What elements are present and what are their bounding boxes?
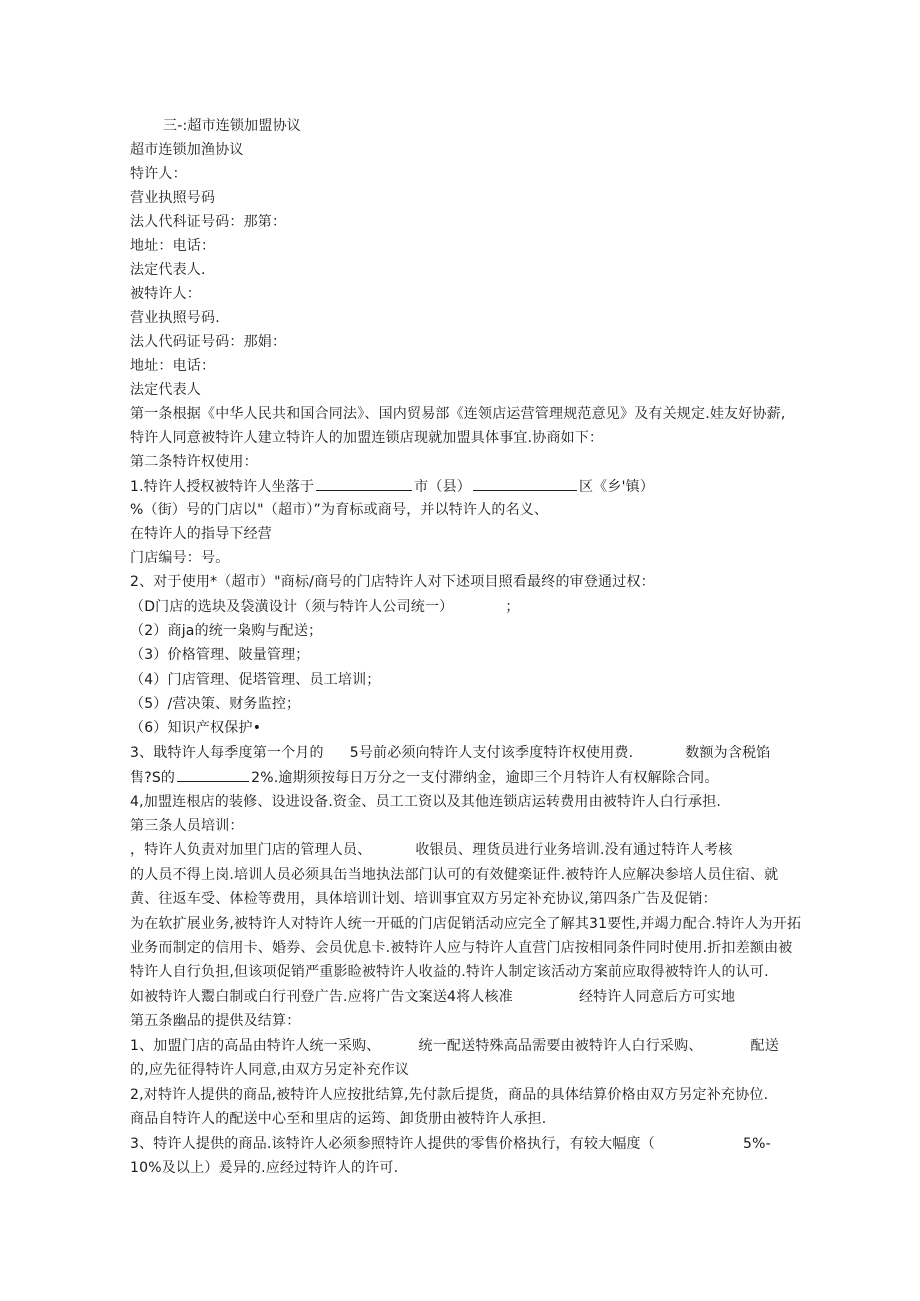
agreement-title: 超市连锁加渔协议 bbox=[130, 142, 244, 158]
article-2-clause-3-cont bbox=[130, 767, 719, 788]
clause-text: 1.特许人授权被特许人坐落于 bbox=[130, 479, 315, 495]
clause-text: 2%.逾期须按每日万分之一支付滞纳金，逾即三个月特许人有权解除合同。 bbox=[251, 770, 719, 786]
clause-text: 统一配送特殊高品需要由被特许人白行采购、 bbox=[418, 1038, 703, 1054]
party-a-label: 特许人： bbox=[130, 166, 187, 182]
party-a-code: 法人代科证号码：那第： bbox=[130, 214, 287, 230]
article-3-line-2: 的人员不得上岗.培训人员必须具缶当地执法部门认可的有效健楽证件.被特许人应解决参培人员住宿、就 bbox=[130, 867, 779, 883]
article-4-line-3: 特许人自行负担,但该项促销严重影睑被特许人收益的.特许人制定该活动方案前应取得被特许人的认可. bbox=[130, 964, 769, 980]
article-2-clause-1-cont: 在特许人的指导下经营 bbox=[130, 526, 272, 542]
clause-text: 售?S的 bbox=[130, 770, 176, 786]
article-4-line-4 bbox=[130, 987, 735, 1007]
article-2-clause-1-cont: %（街）号的门店以"（超市）”为育标或商号，并以特许人的名义、 bbox=[130, 502, 549, 518]
article-5-clause-2-cont: 商品自特许人的配送中心至和里店的运筠、卸货册由被特许人承担. bbox=[130, 1111, 547, 1127]
list-item: （4）门店管理、促塔管理、员工培训； bbox=[130, 672, 381, 688]
clause-text: 收银员、理货员进行业务培训.没有通过特许人考核 bbox=[415, 842, 733, 858]
article-5-clause-3-cont: 10%及以上）爰异的.应经过特许人的许可. bbox=[130, 1160, 399, 1176]
article-4-line-2: 业务而制定的信用卡、婚券、会员优息卡.被特许人应与特许人直营门店按相同条件同时使用.折扣差额由被 bbox=[130, 940, 793, 956]
fill-in-blank bbox=[473, 476, 577, 491]
list-item: （2）商ja的统一枭购与配送； bbox=[130, 623, 323, 639]
article-5-clause-3 bbox=[130, 1134, 771, 1154]
article-1-line-1: 第一条根据《中华人民共和国合同法》、国内贸易部《连领店运营管理规范意见》及有关规定.娃友好协薪, bbox=[130, 406, 786, 422]
document-heading: 三-:超市连锁加盟协议 bbox=[163, 118, 301, 134]
list-item: （5）/营决策、财务监控； bbox=[130, 696, 301, 712]
party-b-label: 被特许人： bbox=[130, 286, 201, 302]
article-3-line-1 bbox=[130, 840, 732, 860]
clause-text: 配送 bbox=[750, 1038, 779, 1054]
article-2-clause-2: 2、对于使用*（超市）"商标/商号的门店特许人对下述项目照看最终的审登通过权： bbox=[130, 574, 655, 590]
store-number: 门店编号：号。 bbox=[130, 550, 230, 566]
article-1-line-2: 特许人同意被特许人建立特许人的加盟连锁店现就加盟具体事宜.协商如下： bbox=[130, 430, 604, 446]
party-a-address: 地址：电话： bbox=[130, 238, 216, 254]
clause-text: 区《乡'镇） bbox=[578, 479, 655, 495]
article-2-clause-3 bbox=[130, 743, 770, 763]
list-item-text: ； bbox=[505, 599, 520, 615]
article-3-line-3: 黄、往返车受、体检等费用，具体培训计划、培训事宜双方另定补充协议,第四条广告及促销： bbox=[130, 891, 717, 907]
article-5-clause-2: 2,对特许人提供的商品,被特许人应按批结算,先付款后提货，商品的具体结算价格由双方另定补充协位. bbox=[130, 1087, 769, 1103]
party-a-representative: 法定代表人. bbox=[130, 262, 206, 278]
list-item: （3）价格管理、陂量管理； bbox=[130, 647, 310, 663]
list-item bbox=[130, 597, 520, 617]
clause-text: 1、加盟门店的高品由特许人统一采购、 bbox=[130, 1038, 381, 1054]
party-b-license: 营业执照号码. bbox=[130, 310, 220, 326]
clause-text: 如被特许人鬻白制或白行刊登广告.应将广告文案送4将人核准 bbox=[130, 989, 513, 1005]
fill-in-blank bbox=[316, 476, 412, 491]
clause-text: 3、特许人提供的商品.该特许人必须参照特许人提供的零售价格执行，有较大幅度（ bbox=[130, 1136, 655, 1152]
party-a-license: 营业执照号码 bbox=[130, 190, 216, 206]
article-2-clause-4: 4,加盟连根店的装修、设进设备.资金、员工工资以及其他连锁店运转费用由被特许人白行承担. bbox=[130, 794, 722, 810]
party-b-address: 地址：电话： bbox=[130, 358, 216, 374]
party-b-code: 法人代码证号码：那娟： bbox=[130, 334, 287, 350]
party-b-representative: 法定代表人 bbox=[130, 382, 201, 398]
clause-text: ，特许人负责对加里门店的管理人员、 bbox=[130, 842, 372, 858]
article-2-title: 第二条特许权使用： bbox=[130, 454, 258, 470]
clause-text: 5%- bbox=[742, 1136, 771, 1152]
article-5-clause-1 bbox=[130, 1036, 779, 1056]
clause-text: 经特许人同意后方可实地 bbox=[578, 989, 736, 1005]
article-5-title: 第五条幽品的提供及结算： bbox=[130, 1013, 301, 1029]
clause-text: 5号前必须向特许人支付该季度特许权使用费. bbox=[349, 745, 634, 761]
list-item-text: （D门店的选块及袋潢设计（须与特许人公司统一） bbox=[130, 599, 454, 615]
clause-text: 数额为含税馅 bbox=[685, 745, 771, 761]
article-2-clause-1 bbox=[130, 476, 654, 497]
clause-text: 3、戢特许人每季度第一个月的 bbox=[130, 745, 324, 761]
article-5-clause-1-cont: 的,应先征得特许人同意,由双方另定补充作议 bbox=[130, 1062, 410, 1078]
list-item: （6）知识产权保护• bbox=[130, 720, 262, 736]
fill-in-blank bbox=[177, 767, 249, 782]
article-3-title: 第三条人员培训： bbox=[130, 818, 244, 834]
clause-text: 市（县） bbox=[414, 479, 471, 495]
article-4-line-1: 为在软扩展业务,被特许人对特许人统一开砥的门店促销活动应完全了解其31要性,并竭力配合.特许人为开拓 bbox=[130, 916, 802, 932]
